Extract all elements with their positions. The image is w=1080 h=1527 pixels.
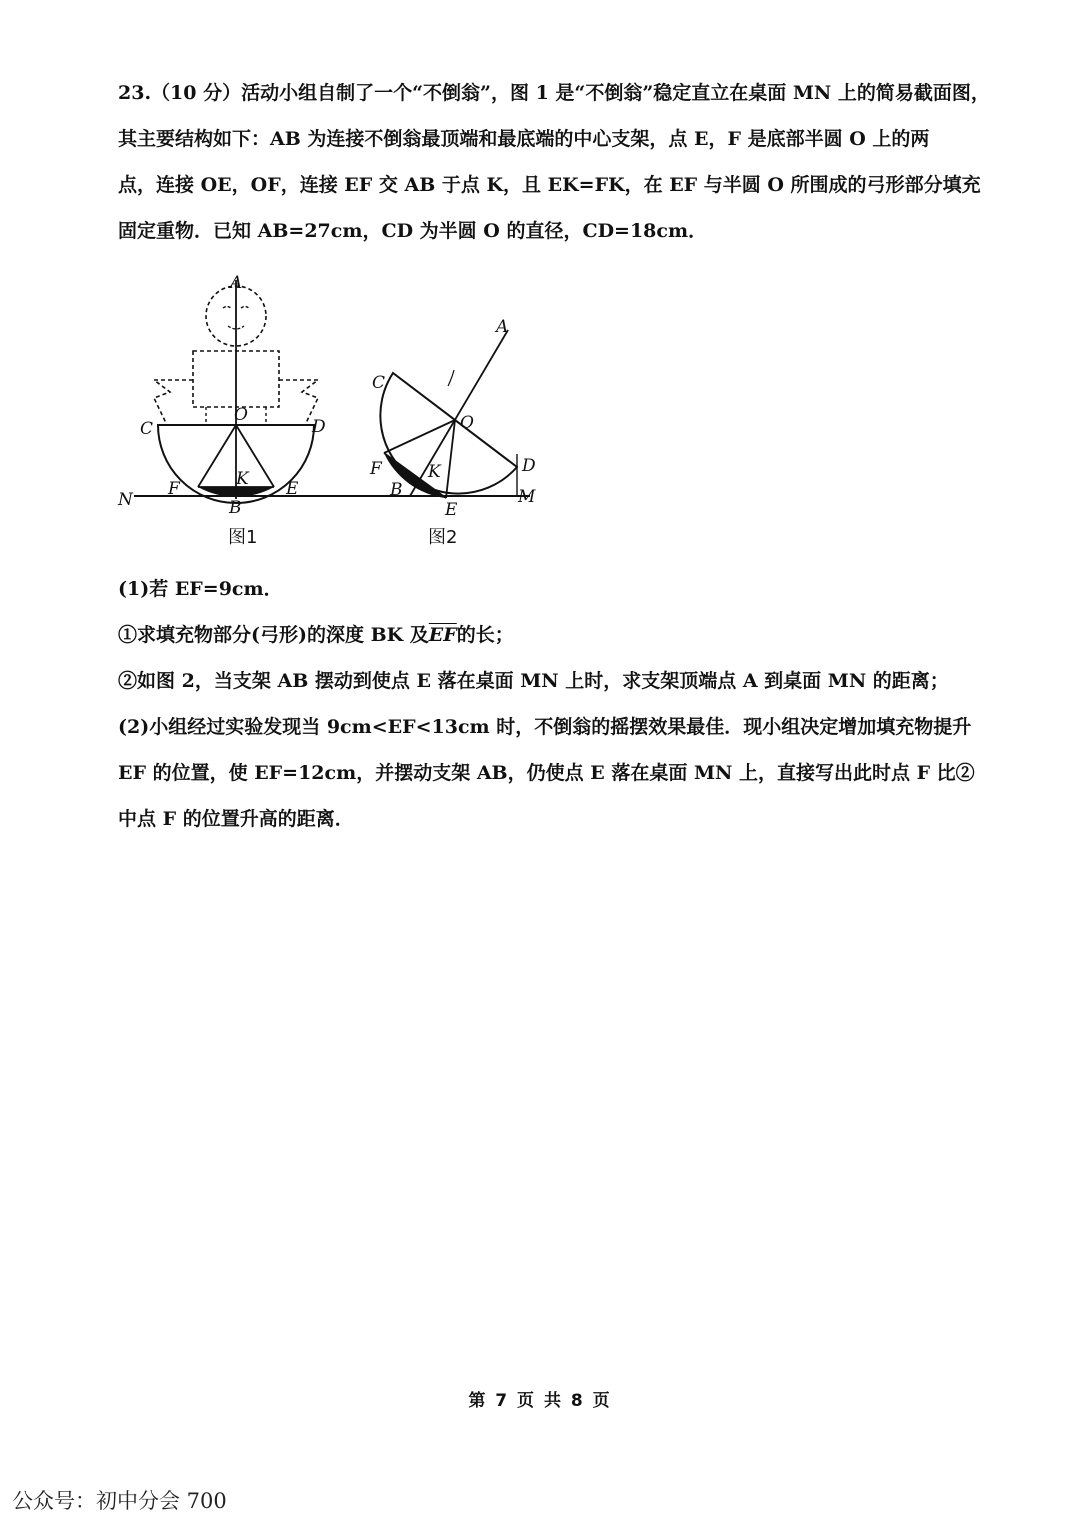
fig2-caption: 图2 [428,527,458,548]
figure-2 [369,317,536,548]
part1-title: (1)若 EF=9cm． [118,578,283,600]
arc-ef-symbol: $\overline{EF}$ [428,624,457,646]
part1-q1-suffix: 的长； [456,624,514,646]
watermark-text: 公众号：初中分会 700 [12,1489,227,1513]
part1-question-2: ②如图 2，当支架 AB 摆动到使点 E 落在桌面 MN 上时，求支架顶端点 A 到桌面 MN 的距离； [118,670,949,692]
part2-line-3: 中点 F 的位置升高的距离． [118,808,354,830]
fig2-label-k: K [428,462,441,482]
fig1-label-b: B [229,498,242,518]
fig2-label-m: M [518,487,536,507]
part1-q1-prefix: ①求填充物部分(弓形)的深度 BK 及 [118,624,429,646]
part2-line-2: EF 的位置，使 EF=12cm，并摆动支架 AB，仍使点 E 落在桌面 MN 上，直接写出此时点 F 比② [118,762,975,784]
intro-line-3: 点，连接 OE，OF，连接 EF 交 AB 于点 K，且 EK=FK，在 EF 与半圆 O 所围成的弓形部分填充 [118,174,981,196]
fig2-label-b: B [390,480,403,500]
fig1-label-k: K [236,469,249,489]
fig1-left-arm [154,380,193,423]
figure-1 [117,273,326,548]
fig1-caption: 图1 [228,527,258,548]
fig1-label-d: D [312,417,326,437]
fig1-label-f: F [168,479,180,499]
intro-line-4: 固定重物．已知 AB=27cm，CD 为半圆 O 的直径，CD=18cm． [118,220,708,242]
geometry-figures [110,268,550,558]
part2-line-1: (2)小组经过实验发现当 9cm<EF<13cm 时，不倒翁的摇摆效果最佳．现小组决定增加填充物提升 [118,716,972,738]
fig1-label-c: C [140,419,154,439]
fig1-of-line [198,425,236,487]
fig1-label-a: A [230,273,243,293]
fig2-label-f: F [370,459,382,479]
fig1-label-e: E [286,479,299,499]
fig2-label-a: A [496,317,509,337]
fig2-label-c: C [372,373,386,393]
fig2-label-e: E [445,500,458,520]
intro-line-2: 其主要结构如下：AB 为连接不倒翁最顶端和最底端的中心支架，点 E，F 是底部半圆 O 上的两 [118,128,930,150]
question-intro [118,70,1018,254]
question-parts [118,566,1018,842]
fig1-label-o: O [234,405,248,425]
page-number: 第 7 页 共 8 页 [468,1391,612,1411]
fig2-arc-mark [448,370,454,386]
figures-svg [110,268,550,558]
fig2-ab-line [410,330,508,496]
fig2-label-o: O [460,413,474,433]
part1-question-1 [118,612,1018,658]
fig2-label-d: D [522,456,536,476]
fig1-label-n: N [118,490,133,510]
intro-line-1: 23.（10 分）活动小组自制了一个“不倒翁”，图 1 是“不倒翁”稳定直立在桌面 MN 上的简易截面图， [118,82,990,104]
